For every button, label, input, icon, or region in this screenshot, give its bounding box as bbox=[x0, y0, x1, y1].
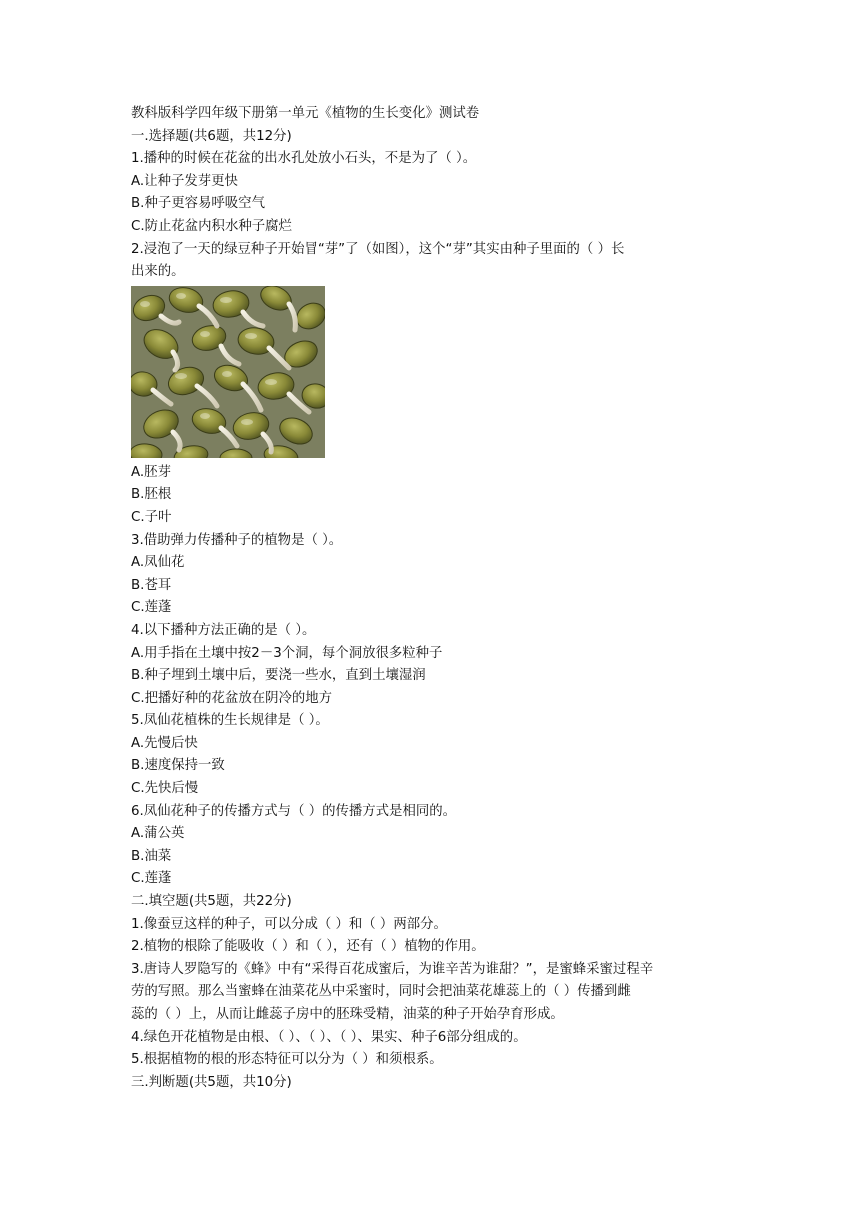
question-2-option-c: C.子叶 bbox=[131, 509, 172, 525]
question-5-stem: 5.凤仙花植株的生长规律是（ ）。 bbox=[131, 713, 329, 729]
fill-question-5: 5.根据植物的根的形态特征可以分为（ ）和须根系。 bbox=[131, 1052, 443, 1068]
question-1-option-b: B.种子更容易呼吸空气 bbox=[131, 196, 265, 212]
question-2-option-a: A.胚芽 bbox=[131, 464, 171, 480]
document-page bbox=[131, 103, 731, 1094]
fill-question-3-line1: 3.唐诗人罗隐写的《蜂》中有“采得百花成蜜后，为谁辛苦为谁甜？”，是蜜蜂采蜜过程辛 bbox=[131, 961, 654, 977]
question-5-option-c: C.先快后慢 bbox=[131, 781, 199, 797]
fill-question-1: 1.像蚕豆这样的种子，可以分成（ ）和（ ）两部分。 bbox=[131, 916, 447, 932]
question-5-option-b: B.速度保持一致 bbox=[131, 758, 225, 774]
fill-question-3-line3: 蕊的（ ）上，从而让雌蕊子房中的胚珠受精，油菜的种子开始孕育形成。 bbox=[131, 1007, 564, 1022]
question-6-option-c: C.莲蓬 bbox=[131, 871, 172, 887]
question-6-option-a: A.蒲公英 bbox=[131, 826, 185, 842]
question-6-option-b: B.油菜 bbox=[131, 848, 172, 864]
question-6-stem: 6.凤仙花种子的传播方式与（ ）的传播方式是相同的。 bbox=[131, 803, 457, 819]
question-2-stem-line1: 2.浸泡了一天的绿豆种子开始冒“芽”了（如图），这个“芽”其实由种子里面的（ ）长 bbox=[131, 241, 625, 257]
section-heading-choice: 一.选择题(共6题，共12分) bbox=[131, 128, 292, 144]
question-2-option-b: B.胚根 bbox=[131, 487, 172, 503]
fill-question-4: 4.绿色开花植物是由根、（ ）、（ ）、（ ）、果实、种子6部分组成的。 bbox=[131, 1029, 527, 1045]
fill-question-3-line2: 劳的写照。那么当蜜蜂在油菜花丛中采蜜时，同时会把油菜花雄蕊上的（ ）传播到雌 bbox=[131, 984, 631, 1000]
question-4-option-c: C.把播好种的花盆放在阴冷的地方 bbox=[131, 690, 333, 706]
question-2-stem-line2: 出来的。 bbox=[131, 264, 185, 280]
question-1-stem: 1.播种的时候在花盆的出水孔处放小石头，不是为了（ ）。 bbox=[131, 151, 477, 167]
question-1-option-a: A.让种子发芽更快 bbox=[131, 173, 238, 189]
section-heading-fill: 二.填空题(共5题，共22分) bbox=[131, 894, 292, 910]
question-5-option-a: A.先慢后快 bbox=[131, 735, 198, 751]
question-1-option-c: C.防止花盆内积水种子腐烂 bbox=[131, 218, 292, 234]
question-3-option-a: A.凤仙花 bbox=[131, 555, 185, 571]
question-3-stem: 3.借助弹力传播种子的植物是（ ）。 bbox=[131, 532, 343, 548]
question-3-option-c: C.莲蓬 bbox=[131, 600, 172, 616]
mung-bean-sprouts-photo bbox=[131, 286, 325, 458]
question-4-option-b: B.种子埋到土壤中后，要浇一些水，直到土壤湿润 bbox=[131, 668, 426, 684]
doc-title: 教科版科学四年级下册第一单元《植物的生长变化》测试卷 bbox=[131, 106, 480, 121]
section-heading-judge: 三.判断题(共5题，共10分) bbox=[131, 1074, 292, 1090]
question-4-stem: 4.以下播种方法正确的是（ ）。 bbox=[131, 622, 316, 638]
question-3-option-b: B.苍耳 bbox=[131, 577, 172, 593]
fill-question-2: 2.植物的根除了能吸收（ ）和（ ），还有（ ）植物的作用。 bbox=[131, 939, 485, 955]
question-4-option-a: A.用手指在土壤中按2－3个洞，每个洞放很多粒种子 bbox=[131, 645, 443, 661]
